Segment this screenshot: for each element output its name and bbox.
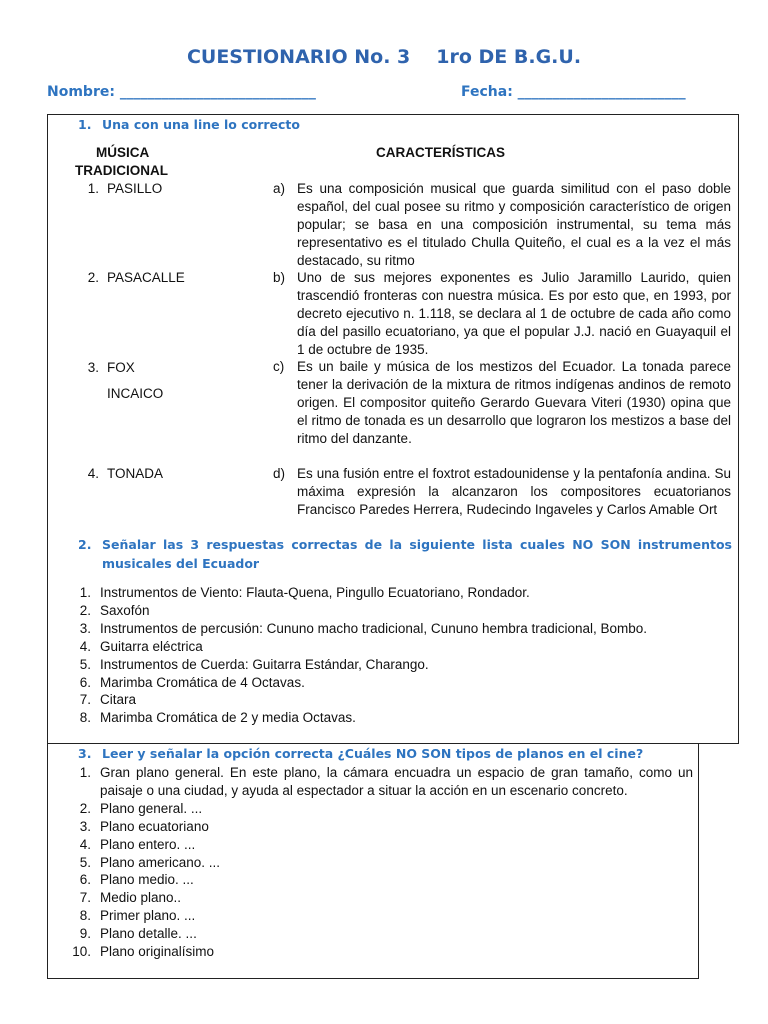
list-item: 5. Plano americano. ... [79, 854, 221, 870]
column-header-music-2: TRADICIONAL [75, 163, 168, 178]
question-number: 2. [78, 537, 92, 552]
list-item: 10. Plano originalísimo [72, 944, 215, 960]
list-item: 2. Saxofón [79, 602, 150, 618]
list-item: 5. Instrumentos de Cuerda: Guitarra Estándar, Charango. [79, 656, 429, 672]
list-item: 4. Guitarra eléctrica [79, 638, 203, 654]
list-item: 4. Plano entero. ... [79, 836, 196, 852]
name-field: Nombre: ____________________________ [47, 84, 316, 100]
date-field: Fecha: ________________________ [461, 84, 686, 100]
film-shot-list [72, 764, 693, 961]
list-item: 1. Gran plano general. En este plano, la cámara encuadra un espacio de gran tamaño, como un paisaje o una ciudad, y ayuda al espectador a situar la acción en un escenario concreto. [79, 765, 693, 798]
list-item: 8. Marimba Cromática de 2 y media Octavas. [79, 710, 356, 726]
title-quiz-number: CUESTIONARIO No. 3 [186, 46, 411, 68]
list-item: 2. Plano general. ... [79, 800, 203, 816]
question-text: Leer y señalar la opción correcta ¿Cuáles NO SON tipos de planos en el cine? [102, 746, 644, 761]
list-item: 9. Plano detalle. ... [79, 926, 197, 942]
list-item: 6. Marimba Cromática de 4 Octavas. [79, 674, 305, 690]
column-header-music: MÚSICA [96, 145, 150, 160]
instrument-list [75, 584, 725, 727]
questions-box-2 [47, 744, 699, 979]
column-header-characteristics: CARACTERÍSTICAS [376, 145, 506, 160]
question-number: 3. [78, 746, 92, 761]
questions-box-1: 1. Una con una line lo correcto MÚSICA TRADICIONAL CARACTERÍSTICAS 1. PASILLO 2. PASACALLE 3. FOX INCAICO 4. TONADA a) Es una composición musical que guarda similitud con el paso doble español, del cual posee su ritmo y composición característico de origen popular; se basa en una composición instrumental, su tema más representativo es el titulado Chulla Quiteño, el cual es a la vez el más destacado, su ritmo b) Uno de sus mejores exponentes es Julio Jaramillo Laurido, quien trascendió fronteras con nuestra música. Es por esto que, en 1993, por decreto ejecutivo n. 1.118, se declara al 1 de octubre de cada año como día del pasillo ecuatoriano, ya que el popular J.J. nació en Guayaquil el 1 de octubre de 1935. c) Es un baile y música de los mestizos del Ecuador. La tonada parece tener la derivación de la mixtura de ritmos indígenas andinos de remoto origen. El compositor quiteño Gerardo Guevara Viteri (1930) opina que el ritmo de tonada es un desarrollo que lograron los mestizos a base del ritmo del danzante. d) Es una fusión entre el foxtrot estadounidense y la pentafonía andina. Su máxima expresión la alcanzaron los compositores ecuatorianos Francisco Paredes Herrera, Rudecindo Ingaveles y Carlos Amable Ort 2. Señalar las 3 respuestas correctas de la siguiente lista cuales NO SON instrumentos musicales del Ecuador 1. Instrumentos de Viento: Flauta-Quena, Pingullo Ecuatoriano, Rondador. 2. Saxofón 3. Instrumentos de percusión: Cununo macho tradicional, Cununo hembra tradicional, Bombo. 4. Guitarra eléctrica 5. Instrumentos de Cuerda: Guitarra Estándar, Charango. 6. Marimba Cromática de 4 Octavas. 7. Citara 8. Marimba Cromática de 2 y media Octavas. [47, 114, 739, 744]
question-text: Señalar las 3 respuestas correctas de la siguiente lista cuales NO SON instrumentos [102, 537, 732, 552]
list-item: 8. Primer plano. ... [79, 908, 196, 924]
page-title [0, 46, 768, 68]
list-item: 1. Instrumentos de Viento: Flauta-Quena, Pingullo Ecuatoriano, Rondador. [79, 585, 530, 600]
list-item: 7. Citara [79, 692, 137, 708]
list-item: 3. Instrumentos de percusión: Cununo macho tradicional, Cununo hembra tradicional, Bombo. [79, 620, 648, 636]
list-item: 3. Plano ecuatoriano [79, 818, 209, 834]
list-item: 6. Plano medio. ... [79, 872, 194, 888]
title-course: 1ro DE B.G.U. [436, 46, 582, 68]
question-text: Una con una line lo correcto [102, 117, 300, 132]
question-number: 1. [78, 117, 92, 132]
list-item: 7. Medio plano.. [79, 890, 182, 906]
question-text-continued: musicales del Ecuador [102, 556, 260, 571]
